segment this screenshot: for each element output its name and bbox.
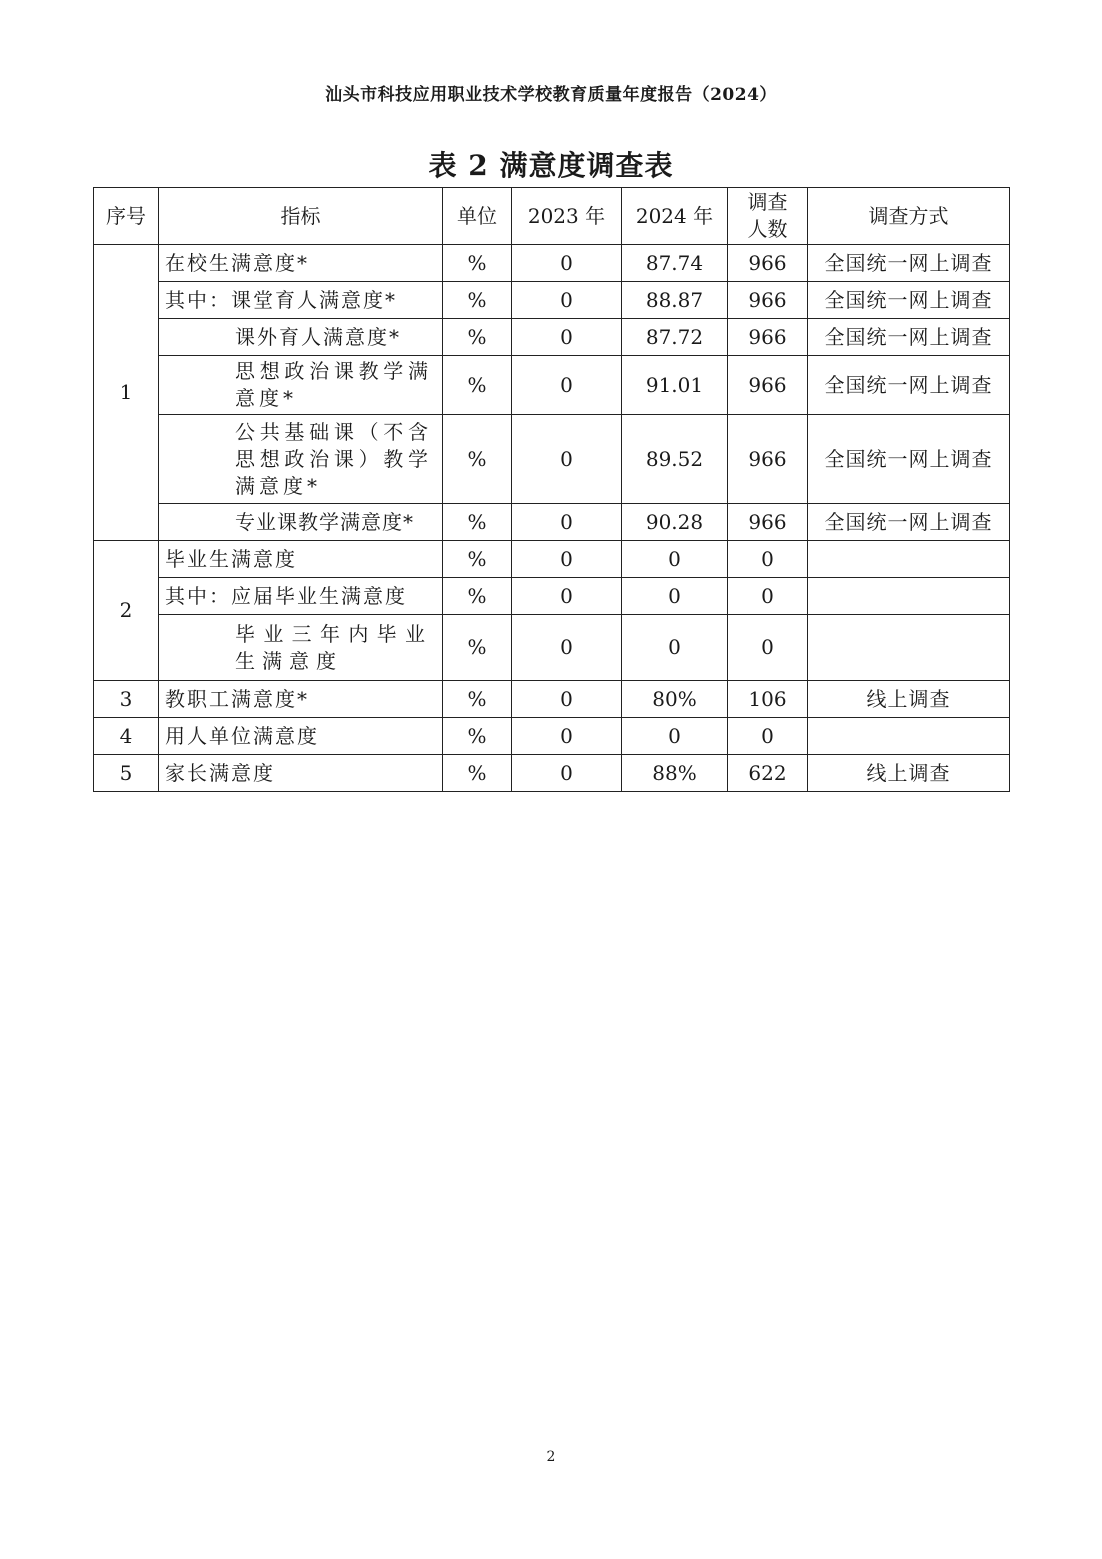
table-row: [94, 681, 1010, 718]
header-survey-count: 调查人数: [728, 188, 808, 245]
value-2024-cell: 87.72: [622, 319, 728, 356]
indicator-cell: 毕业三年内毕业生满意度: [159, 615, 443, 681]
method-cell: 全国统一网上调查: [808, 356, 1010, 415]
header-2024: 2024 年: [622, 188, 728, 245]
value-2024-cell: 0: [622, 615, 728, 681]
value-2023-cell: 0: [512, 504, 622, 541]
indicator-cell: 思想政治课教学满意度*: [159, 356, 443, 415]
header-2023: 2023 年: [512, 188, 622, 245]
unit-cell: %: [443, 245, 512, 282]
value-2024-cell: 88%: [622, 755, 728, 792]
unit-cell: %: [443, 504, 512, 541]
indicator-cell: 毕业生满意度: [159, 541, 443, 578]
table-row: [94, 755, 1010, 792]
indicator-cell: 在校生满意度*: [159, 245, 443, 282]
header-seq: 序号: [94, 188, 159, 245]
table-row: [94, 541, 1010, 578]
header-unit: 单位: [443, 188, 512, 245]
unit-cell: %: [443, 356, 512, 415]
table-title: 表 2 满意度调查表: [428, 149, 674, 182]
indicator-cell: 其中：课堂育人满意度*: [159, 282, 443, 319]
value-2023-cell: 0: [512, 755, 622, 792]
count-cell: 0: [728, 718, 808, 755]
value-2023-cell: 0: [512, 245, 622, 282]
value-2024-cell: 88.87: [622, 282, 728, 319]
value-2024-cell: 0: [622, 718, 728, 755]
value-2023-cell: 0: [512, 681, 622, 718]
table-row: [94, 504, 1010, 541]
indicator-cell: 其中：应届毕业生满意度: [159, 578, 443, 615]
count-cell: 966: [728, 415, 808, 504]
unit-cell: %: [443, 319, 512, 356]
indicator-cell: 用人单位满意度: [159, 718, 443, 755]
count-cell: 966: [728, 245, 808, 282]
method-cell: 线上调查: [808, 755, 1010, 792]
count-cell: 0: [728, 615, 808, 681]
header-indicator: 指标: [159, 188, 443, 245]
indicator-cell: 教职工满意度*: [159, 681, 443, 718]
value-2023-cell: 0: [512, 356, 622, 415]
unit-cell: %: [443, 615, 512, 681]
value-2024-cell: 90.28: [622, 504, 728, 541]
value-2023-cell: 0: [512, 415, 622, 504]
count-cell: 0: [728, 578, 808, 615]
indicator-cell: 课外育人满意度*: [159, 319, 443, 356]
count-cell: 622: [728, 755, 808, 792]
unit-cell: %: [443, 282, 512, 319]
unit-cell: %: [443, 681, 512, 718]
table-row: [94, 282, 1010, 319]
count-cell: 966: [728, 319, 808, 356]
method-cell: 全国统一网上调查: [808, 245, 1010, 282]
table-row: [94, 319, 1010, 356]
header-method: 调查方式: [808, 188, 1010, 245]
table-row: [94, 615, 1010, 681]
method-cell: [808, 615, 1010, 681]
unit-cell: %: [443, 415, 512, 504]
method-cell: [808, 718, 1010, 755]
table-row: [94, 718, 1010, 755]
value-2023-cell: 0: [512, 541, 622, 578]
table-row: [94, 356, 1010, 415]
count-cell: 966: [728, 504, 808, 541]
method-cell: 线上调查: [808, 681, 1010, 718]
satisfaction-table: [93, 187, 1010, 792]
unit-cell: %: [443, 541, 512, 578]
value-2024-cell: 0: [622, 578, 728, 615]
value-2024-cell: 80%: [622, 681, 728, 718]
table-row: [94, 415, 1010, 504]
value-2024-cell: 87.74: [622, 245, 728, 282]
seq-cell: 1: [94, 245, 159, 541]
count-cell: 966: [728, 282, 808, 319]
seq-cell: 3: [94, 681, 159, 718]
value-2024-cell: 0: [622, 541, 728, 578]
value-2024-cell: 89.52: [622, 415, 728, 504]
value-2023-cell: 0: [512, 282, 622, 319]
method-cell: [808, 541, 1010, 578]
method-cell: 全国统一网上调查: [808, 319, 1010, 356]
value-2023-cell: 0: [512, 615, 622, 681]
count-cell: 106: [728, 681, 808, 718]
table-header-row: [94, 188, 1010, 245]
seq-cell: 4: [94, 718, 159, 755]
unit-cell: %: [443, 755, 512, 792]
method-cell: [808, 578, 1010, 615]
count-cell: 0: [728, 541, 808, 578]
unit-cell: %: [443, 718, 512, 755]
method-cell: 全国统一网上调查: [808, 504, 1010, 541]
page-number: 2: [546, 1449, 556, 1465]
method-cell: 全国统一网上调查: [808, 282, 1010, 319]
value-2023-cell: 0: [512, 578, 622, 615]
table-row: [94, 245, 1010, 282]
table-row: [94, 578, 1010, 615]
indicator-cell: 专业课教学满意度*: [159, 504, 443, 541]
value-2023-cell: 0: [512, 718, 622, 755]
page-header: 汕头市科技应用职业技术学校教育质量年度报告（2024）: [325, 85, 777, 105]
value-2024-cell: 91.01: [622, 356, 728, 415]
indicator-cell: 公共基础课（不含思想政治课）教学满意度*: [159, 415, 443, 504]
indicator-cell: 家长满意度: [159, 755, 443, 792]
seq-cell: 2: [94, 541, 159, 681]
count-cell: 966: [728, 356, 808, 415]
unit-cell: %: [443, 578, 512, 615]
method-cell: 全国统一网上调查: [808, 415, 1010, 504]
seq-cell: 5: [94, 755, 159, 792]
value-2023-cell: 0: [512, 319, 622, 356]
